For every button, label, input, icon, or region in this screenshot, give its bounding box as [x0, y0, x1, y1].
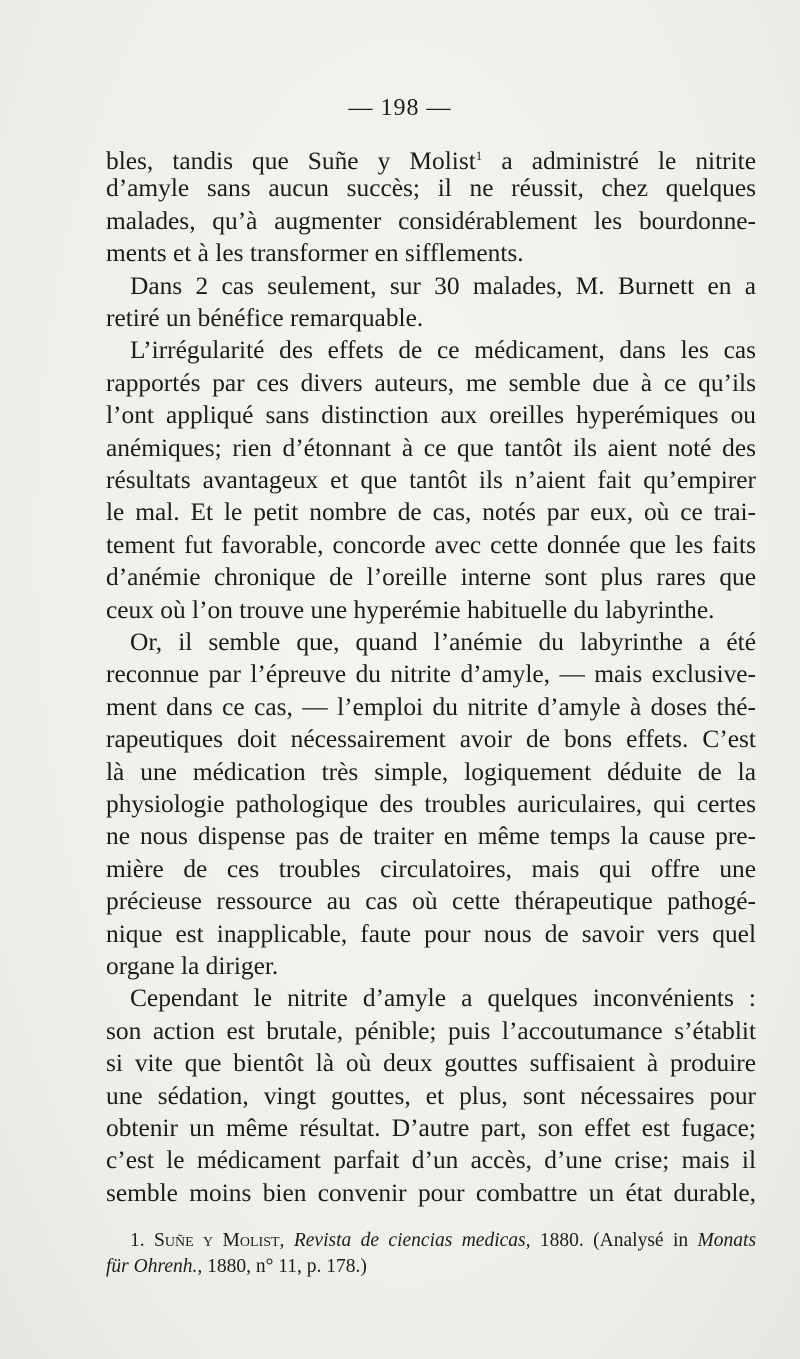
line-text: Or, il semble que, quand l’anémie du labyrinthe a été — [130, 628, 756, 656]
line-text: rapeutiques doit nécessairement avoir de bons effets. C’est — [106, 725, 756, 754]
footnote-line-2 — [106, 1254, 756, 1280]
line-text: l’ont appliqué sans distinction aux oreilles hyperémiques ou — [106, 401, 756, 430]
text-line — [130, 334, 756, 366]
text-line — [106, 367, 756, 399]
line-text: nique est inapplicable, faute pour nous de savoir vers quel — [106, 919, 756, 948]
text-line — [130, 270, 756, 302]
footnote-author: Suñe y Molist, — [154, 1230, 285, 1251]
footnote-reference: 1 — [475, 148, 483, 163]
line-text: obtenir un même résultat. D’autre part, son effet est fugace; — [106, 1114, 756, 1142]
text-line — [130, 982, 756, 1014]
text-line — [106, 1080, 756, 1112]
line-text: reconnue par l’épreuve du nitrite d’amyle, — mais exclusive- — [106, 660, 756, 689]
line-text: ment dans ce cas, — l’emploi du nitrite d’amyle à doses thé- — [106, 692, 756, 721]
line-text: c’est le médicament parfait d’un accès, d’une crise; mais il — [106, 1146, 756, 1175]
text-line — [106, 594, 756, 626]
text-line — [106, 723, 756, 755]
line-text: rapportés par ces divers auteurs, me semble due à ce qu’ils — [106, 368, 756, 397]
footnote-journal: Revista de ciencias medicas, — [293, 1230, 531, 1251]
footnote-journal2-cont: für Ohrenh., — [106, 1256, 203, 1277]
line-text: Dans 2 cas seulement, sur 30 malades, M. Burnett en a — [130, 271, 756, 300]
text-line — [106, 885, 756, 917]
line-text: d’anémie chronique de l’oreille interne sont plus rares que — [106, 563, 756, 592]
line-text: anémiques; rien d’étonnant à ce que tantôt ils aient noté des — [106, 433, 756, 462]
line-text: là une médication très simple, logiquement déduite de la — [106, 757, 756, 786]
line-text: d’amyle sans aucun succès; il ne réussit, chez quelques — [106, 174, 756, 203]
text-line — [106, 496, 756, 528]
text-line — [106, 1015, 756, 1047]
text-line — [106, 756, 756, 788]
text-line — [106, 172, 756, 204]
line-text: son action est brutale, pénible; puis l’accoutumance s’établit — [106, 1016, 756, 1045]
footnote-journal2: Monats — [697, 1230, 757, 1251]
line-text: retiré un bénéfice remarquable. — [106, 304, 424, 332]
line-text: si vite que bientôt là où deux gouttes suffisaient à produire — [106, 1049, 756, 1078]
text-line — [106, 853, 756, 885]
line-text: organe la diriger. — [106, 952, 279, 980]
text-line — [106, 302, 756, 334]
text-line — [106, 820, 756, 852]
line-text: ne nous dispense pas de traiter en même temps la cause pre- — [106, 822, 756, 851]
text-line — [106, 399, 756, 431]
text-line — [106, 1047, 756, 1079]
line-text: ments et à les transformer en sifflements. — [106, 239, 524, 268]
line-text: le mal. Et le petit nombre de cas, notés par eux, où ce trai- — [106, 498, 756, 527]
text-line — [106, 691, 756, 723]
footnote-details: 1880. (Analysé in — [530, 1230, 698, 1251]
page-number: — 198 — — [348, 95, 452, 121]
text-line — [106, 918, 756, 950]
line-text: bles, tandis que Suñe y Molist — [106, 147, 476, 175]
line-text: L’irrégularité des effets de ce médicament, dans les cas — [130, 336, 756, 365]
text-line — [106, 788, 756, 820]
line-text: semble moins bien convenir pour combattre un état durable, — [106, 1178, 756, 1207]
line-text: précieuse ressource au cas où cette thérapeutique pathogé- — [106, 887, 756, 916]
text-line — [106, 561, 756, 593]
footnote-line-1 — [130, 1228, 756, 1254]
text-line — [106, 237, 756, 269]
line-text: mière de ces troubles circulatoires, mais qui offre une — [106, 854, 756, 883]
text-line — [106, 529, 756, 561]
line-text: malades, qu’à augmenter considérablement les bourdonne- — [106, 206, 756, 235]
line-text: une sédation, vingt gouttes, et plus, sont nécessaires pour — [106, 1081, 756, 1110]
line-text: physiologie pathologique des troubles auriculaires, qui certes — [106, 790, 756, 818]
text-line — [106, 658, 756, 690]
text-line — [106, 205, 756, 237]
text-line — [106, 464, 756, 496]
footnote-citation: 1880, n° 11, p. 178.) — [202, 1256, 367, 1277]
text-line — [130, 626, 756, 658]
line-text: ceux où l’on trouve une hyperémie habituelle du labyrinthe. — [106, 595, 715, 624]
text-line — [106, 1112, 756, 1144]
line-text: Cependant le nitrite d’amyle a quelques inconvénients : — [130, 984, 756, 1013]
line-text: résultats avantageux et que tantôt ils n’aient fait qu’empirer — [106, 466, 756, 494]
text-line — [106, 1177, 756, 1209]
line-text-rest: a administré le nitrite — [482, 147, 756, 175]
footnote-number: 1. — [130, 1230, 145, 1251]
text-line — [106, 950, 756, 982]
text-line — [106, 1144, 756, 1176]
line-text: tement fut favorable, concorde avec cette donnée que les faits — [106, 530, 756, 559]
text-line — [106, 432, 756, 464]
